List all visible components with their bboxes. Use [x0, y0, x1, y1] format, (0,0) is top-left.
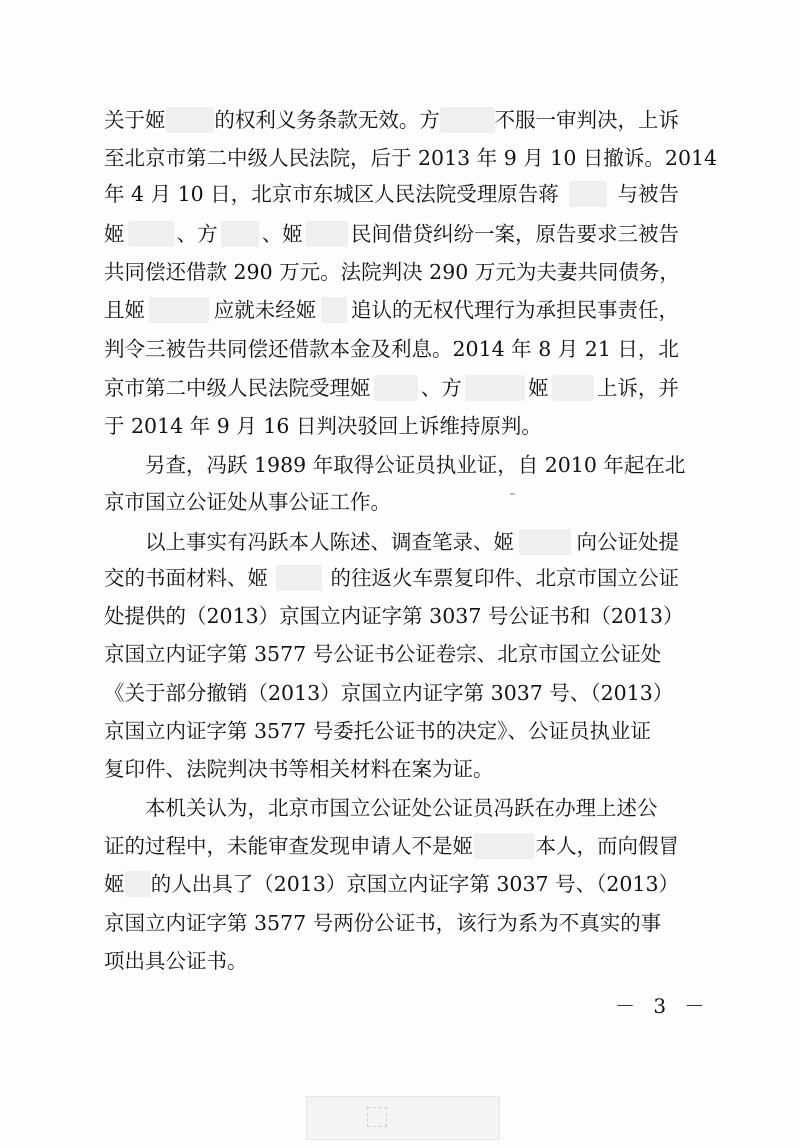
text-line — [104, 368, 679, 408]
text-segment: 《关于部分撤销（2013）京国立内证字第 3037 号、（2013） — [104, 681, 674, 705]
text-line — [104, 558, 679, 598]
text-segment: 于 2014 年 9 月 16 日判决驳回上诉维持原判。 — [104, 414, 542, 438]
text-segment: 京国立内证字第 3577 号公证书公证卷宗、北京市国立公证处 — [104, 642, 662, 666]
redaction-block — [474, 833, 534, 859]
text-line — [104, 290, 679, 330]
text-segment: 向公证处提 — [576, 530, 679, 554]
redaction-block — [276, 565, 322, 591]
text-segment: 京国立内证字第 3577 号委托公证书的决定》、公证员执业证 — [104, 719, 651, 743]
text-segment: 不服一审判决，上诉 — [494, 108, 679, 132]
text-line — [104, 711, 679, 751]
text-line — [104, 864, 679, 904]
text-segment: 交的书面材料、姬 — [104, 566, 268, 590]
text-segment: 关于姬 — [104, 108, 166, 132]
text-line — [104, 445, 686, 485]
text-line — [104, 903, 679, 943]
redaction-block — [552, 375, 594, 401]
text-line — [104, 826, 679, 866]
text-segment: 、姬 — [261, 222, 303, 246]
text-line — [104, 252, 679, 292]
text-line — [104, 214, 679, 254]
text-segment: 年 4 月 10 日，北京市东城区人民法院受理原告蒋 — [104, 182, 559, 206]
text-line — [104, 788, 679, 828]
text-segment: 、方 — [420, 376, 462, 400]
text-line — [104, 596, 684, 636]
redaction-block — [149, 297, 209, 323]
text-segment: 判令三被告共同偿还借款本金及利息。2014 年 8 月 21 日，北 — [104, 337, 679, 361]
redaction-block — [128, 221, 174, 247]
text-segment: 以上事实有冯跃本人陈述、调查笔录、姬 — [104, 530, 514, 554]
text-line — [104, 138, 718, 178]
text-segment: 姬 — [528, 376, 549, 400]
text-line — [104, 329, 679, 369]
text-line — [104, 673, 679, 713]
redaction-block — [519, 529, 571, 555]
text-line — [104, 522, 679, 562]
text-segment: 另查，冯跃 1989 年取得公证员执业证，自 2010 年起在北 — [104, 453, 686, 477]
text-segment: 京市第二中级人民法院受理姬 — [104, 376, 371, 400]
redaction-block — [374, 375, 418, 401]
bottom-stamp-label — [306, 1096, 500, 1140]
redaction-block — [306, 221, 348, 247]
text-segment: 姬 — [104, 872, 125, 896]
text-line — [104, 100, 679, 140]
text-line — [104, 749, 679, 789]
text-segment: 本机关认为，北京市国立公证处公证员冯跃在办理上述公 — [104, 796, 658, 820]
text-segment: 且姬 — [104, 298, 145, 322]
text-segment: 应就未经姬 — [213, 298, 317, 322]
text-segment: 上诉，并 — [596, 376, 679, 400]
text-segment: 项出具公证书。 — [104, 949, 248, 973]
text-segment: 追认的无权代理行为承担民事责任， — [351, 298, 679, 322]
text-segment: 复印件、法院判决书等相关材料在案为证。 — [104, 757, 494, 781]
text-segment: 与被告 — [617, 182, 679, 206]
text-segment: 、方 — [176, 222, 218, 246]
text-segment: 至北京市第二中级人民法院，后于 2013 年 9 月 10 日撤诉。2014 — [104, 146, 718, 170]
text-line — [104, 406, 679, 446]
text-segment: 姬 — [104, 222, 125, 246]
redaction-block — [569, 181, 607, 207]
text-segment: 的人出具了（2013）京国立内证字第 3037 号、（2013） — [150, 872, 679, 896]
redaction-block — [166, 107, 215, 133]
text-line — [104, 941, 679, 981]
scan-speck — [510, 493, 515, 495]
text-segment: 京市国立公证处从事公证工作。 — [104, 490, 391, 514]
redaction-block — [321, 297, 347, 323]
text-segment: 的往返火车票复印件、北京市国立公证 — [330, 566, 679, 590]
text-line — [104, 634, 679, 674]
text-segment: 民间借贷纠纷一案，原告要求三被告 — [350, 222, 679, 246]
redaction-block — [125, 871, 151, 897]
text-line — [104, 482, 679, 522]
text-segment: 京国立内证字第 3577 号两份公证书，该行为系为不真实的事 — [104, 911, 662, 935]
stamp-mark-icon — [367, 1107, 387, 1127]
redaction-block — [221, 221, 259, 247]
redaction-block — [440, 107, 495, 133]
text-segment: 的权利义务条款无效。方 — [214, 108, 440, 132]
text-segment: 本人，而向假冒 — [535, 834, 679, 858]
text-segment: 共同偿还借款 290 万元。法院判决 290 万元为夫妻共同债务， — [104, 260, 680, 284]
page-number: － 3 － — [615, 994, 711, 1018]
text-line — [104, 174, 679, 214]
text-segment: 证的过程中，未能审查发现申请人不是姬 — [104, 834, 473, 858]
redaction-block — [465, 375, 525, 401]
text-segment: 处提供的（2013）京国立内证字第 3037 号公证书和（2013） — [104, 604, 684, 628]
